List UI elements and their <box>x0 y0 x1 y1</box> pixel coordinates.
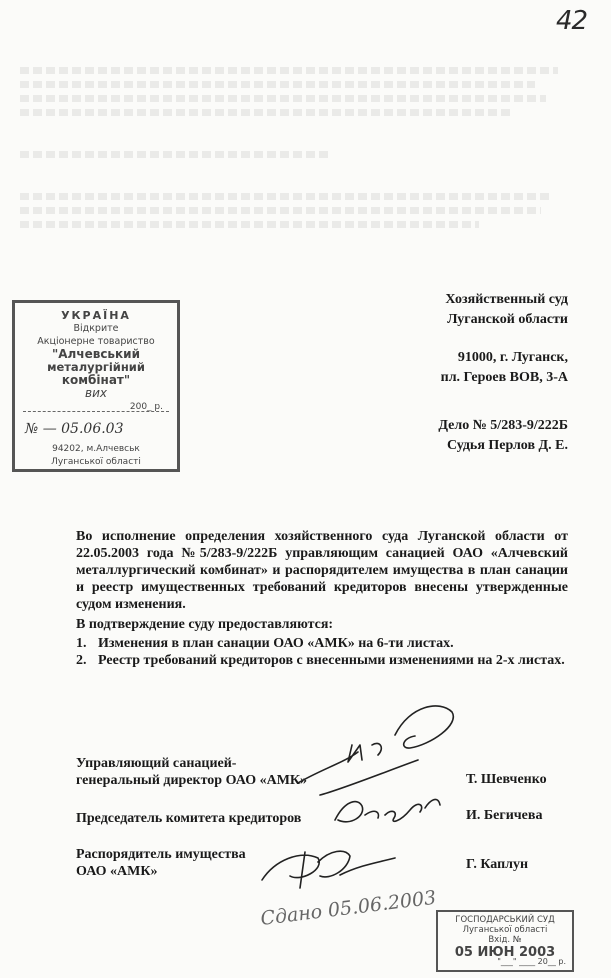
stamp-city-line2: Луганської області <box>51 457 141 467</box>
stamp-date-handwritten: № — 05.06.03 <box>25 421 124 437</box>
list-item-number: 2. <box>76 653 87 668</box>
court-address-line1: 91000, г. Луганск, <box>457 350 568 365</box>
stamp-line2: Відкрите <box>73 323 119 334</box>
stamp-line5: металургійний <box>47 360 145 374</box>
body-paragraph-text: Во исполнение определения хозяйственного суда Луганской области от 22.05.2003 года №5/283-9/222Б управляющим санацией ОАО «Алчевский металлургический комбинат» и распорядителем имущества в план санации и реестр имущественных требований кредиторов внесены утвержденные судом изменения. <box>76 529 568 612</box>
stamp-country: УКРАЇНА <box>61 309 131 322</box>
court-stamp-line3: Вхід. № <box>488 935 522 945</box>
stamp-line4: "Алчевський <box>52 347 140 361</box>
signatory-title-3-line1: Распорядитель имущества <box>76 847 246 862</box>
signatory-title-1-line2: генеральный директор ОАО «АМК» <box>76 773 308 788</box>
handwritten-received-note: Сдано 05.06.2003 <box>259 886 438 930</box>
stamp-line6: комбінат" <box>61 373 131 387</box>
stamp-year: 200_ р. <box>129 402 163 412</box>
page-number: 42 <box>556 6 588 36</box>
list-item-text: Изменения в план санации ОАО «АМК» на 6-ти листах. <box>98 636 454 651</box>
signatory-title-2-line1: Председатель комитета кредиторов <box>76 811 302 826</box>
signatory-name-3: Г. Каплун <box>466 857 529 872</box>
signature-kaplun <box>262 851 395 888</box>
stamp-reg-no: вих <box>85 386 107 400</box>
court-received-stamp <box>436 910 574 972</box>
stamp-city-line1: 94202, м.Алчевськ <box>52 444 140 454</box>
judge-name: Судья Перлов Д. Е. <box>446 438 568 453</box>
court-stamp-line2: Луганської області <box>462 925 548 935</box>
signatory-title-1-line1: Управляющий санацией- <box>76 756 237 771</box>
signature-shevchenko <box>298 706 453 795</box>
signatory-name-2: И. Бегичева <box>466 808 543 823</box>
court-address-line2: пл. Героев ВОВ, 3-А <box>440 370 568 385</box>
signatory-name-1: Т. Шевченко <box>466 772 547 787</box>
signatory-title-3-line2: ОАО «АМК» <box>76 864 158 879</box>
signature-begicheva <box>335 799 440 821</box>
court-name-line1: Хозяйственный суд <box>445 292 568 307</box>
list-item-number: 1. <box>76 636 87 651</box>
court-stamp-line1: ГОСПОДАРСЬКИЙ СУД <box>455 915 555 925</box>
case-number: Дело № 5/283-9/222Б <box>438 418 568 433</box>
court-name-line2: Луганской области <box>447 312 568 327</box>
list-item-text: Реестр требований кредиторов с внесенными изменениями на 2-х листах. <box>98 653 565 668</box>
court-stamp-date: 05 ИЮН 2003 <box>454 945 556 960</box>
court-stamp-footer: "___" ____ 20__ р. <box>497 957 566 966</box>
stamp-line3: Акціонерне товариство <box>37 336 155 347</box>
list-title: В подтверждение суду предоставляются: <box>76 617 334 632</box>
